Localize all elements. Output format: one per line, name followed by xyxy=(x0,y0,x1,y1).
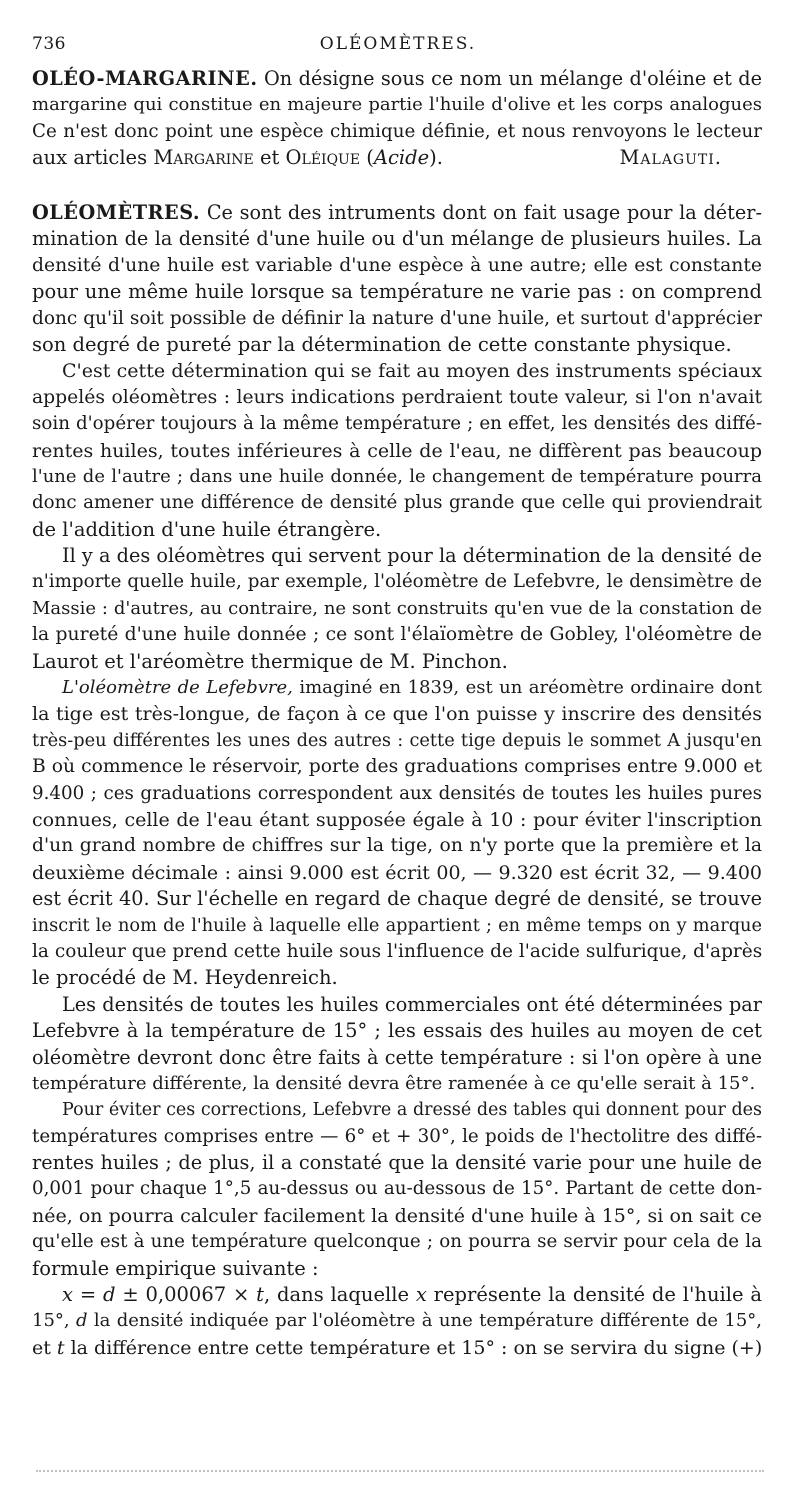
text-line: B où commence le réservoir, porte des graduations comprises entre 9.000 et xyxy=(32,756,762,778)
text-line: d'un grand nombre de chiffres sur la tige, on n'y porte que la première et la xyxy=(32,835,762,857)
text-line: et t la différence entre cette température et 15° : on se servira du signe (+) xyxy=(32,1336,763,1359)
text-line: le procédé de M. Heydenreich. xyxy=(32,966,338,990)
text-line: qu'elle est à une température quelconque ; on pourra se servir pour cela de la xyxy=(32,1231,762,1253)
author-signature: Malaguti. xyxy=(619,146,722,170)
page-number: 736 xyxy=(32,34,66,54)
text-line: inscrit le nom de l'huile à laquelle elle appartient ; en même temps on y marque xyxy=(32,915,762,936)
entry-oleo-margarine xyxy=(32,66,762,172)
text-line: températures comprises entre — 6° et + 30°, le poids de l'hectolitre des diffé- xyxy=(32,1125,762,1147)
text-line: pour une même huile lorsque sa température ne varie pas : on comprend xyxy=(32,280,762,304)
text-line: OLÉOMÈTRES. Ce sont des intruments dont on fait usage pour la déter- xyxy=(32,201,762,224)
text-line: densité d'une huile est variable d'une espèce à une autre; elle est constante xyxy=(32,254,762,276)
text-line: de l'addition d'une huile étrangère. xyxy=(32,517,382,541)
text-line: formule empirique suivante : xyxy=(32,1256,319,1280)
text-line: deuxième décimale : ainsi 9.000 est écrit 00, — 9.320 est écrit 32, — 9.400 xyxy=(32,861,762,884)
text-line: 9.400 ; ces graduations correspondent aux densités de toutes les huiles pures xyxy=(32,782,762,804)
text-line: température différente, la densité devra être ramenée à ce qu'elle serait à 15°. xyxy=(32,1072,756,1094)
text-line: L'oléomètre de Lefebvre, imaginé en 1839, est un aréomètre ordinaire dont xyxy=(62,677,763,699)
text-line: Massie : d'autres, au contraire, ne sont construits qu'en vue de la constation de xyxy=(32,597,762,619)
text-line: Les densités de toutes les huiles commerciales ont été déterminées par xyxy=(62,992,762,1016)
text-line: Laurot et l'aréomètre thermique de M. Pinchon. xyxy=(32,649,508,673)
text-line: née, on pourra calculer facilement la densité d'une huile à 15°, si on sait ce xyxy=(32,1204,762,1227)
text-line: aux articles Margarine et Oléique (Acide). Malaguti. xyxy=(32,145,762,171)
text-line: mination de la densité d'une huile ou d'un mélange de plusieurs huiles. La xyxy=(32,227,762,251)
text-line: l'une de l'autre ; dans une huile donnée, le changement de température pourra xyxy=(32,465,762,487)
entry-term: OLÉO-MARGARINE. xyxy=(32,67,258,90)
text-line: C'est cette détermination qui se fait au moyen des instruments spéciaux xyxy=(62,360,762,383)
text-line: la tige est très-longue, de façon à ce que l'on puisse y inscrire des densités xyxy=(32,703,762,726)
text-line: Pour éviter ces corrections, Lefebvre a dressé des tables qui donnent pour des xyxy=(62,1100,762,1121)
page-header xyxy=(32,34,764,56)
text-line: connues, celle de l'eau étant supposée égale à 10 : pour éviter l'inscription xyxy=(32,808,762,831)
text-line: Lefebvre à la température de 15° ; les essais des huiles au moyen de cet xyxy=(32,1019,762,1043)
text-line: OLÉO-MARGARINE. On désigne sous ce nom un mélange d'oléine et de xyxy=(32,67,762,90)
text-line: donc qu'il soit possible de définir la nature d'une huile, et surtout d'apprécier xyxy=(32,307,762,329)
text-line: soin d'opérer toujours à la même température ; en effet, les densités des diffé- xyxy=(32,413,762,435)
text-line: rentes huiles ; de plus, il a constaté que la densité varie pour une huile de xyxy=(32,1151,762,1175)
entry-oleometres xyxy=(32,200,762,1361)
text-line: son degré de pureté par la détermination de cette constante physique. xyxy=(32,332,732,356)
text-line: donc amener une différence de densité plus grande que celle qui proviendrait xyxy=(32,492,762,514)
text-line: rentes huiles, toutes inférieures à celle de l'eau, ne diffèrent pas beaucoup xyxy=(32,439,762,462)
text-line: 15°, d la densité indiquée par l'oléomètre à une température différente de 15°, xyxy=(32,1310,762,1332)
text-line: Il y a des oléomètres qui servent pour la détermination de la densité de xyxy=(62,544,762,568)
text-line: oléomètre devront donc être faits à cette température : si l'on opère à une xyxy=(32,1045,762,1069)
text-line: la couleur que prend cette huile sous l'influence de l'acide sulfurique, d'après xyxy=(32,940,763,962)
running-title: OLÉOMÈTRES. xyxy=(319,34,477,54)
text-line: appelés oléomètres : leurs indications perdraient toute valeur, si l'on n'avait xyxy=(32,386,762,408)
text-line: Ce n'est donc point une espèce chimique définie, et nous renvoyons le lecteur xyxy=(32,120,762,142)
formula-line: x = d ± 0,00067 × t, dans laquelle x représente la densité de l'huile à xyxy=(62,1283,762,1307)
entry-term: OLÉOMÈTRES. xyxy=(32,201,201,224)
text-line: margarine qui constitue en majeure partie l'huile d'olive et les corps analogues xyxy=(32,94,762,116)
text-line: n'importe quelle huile, par exemple, l'oléomètre de Lefebvre, le densimètre de xyxy=(32,571,762,593)
text-line: très-peu différentes les unes des autres : cette tige depuis le sommet A jusqu'en xyxy=(32,730,762,751)
footer-scan-artifact xyxy=(36,1470,764,1472)
text-line: est écrit 40. Sur l'échelle en regard de chaque degré de densité, se trouve xyxy=(32,887,762,911)
text-line: la pureté d'une huile donnée ; ce sont l'élaïomètre de Gobley, l'oléomètre de xyxy=(32,624,762,646)
text-line: 0,001 pour chaque 1°,5 au-dessus ou au-dessous de 15°. Partant de cette don- xyxy=(32,1178,762,1200)
